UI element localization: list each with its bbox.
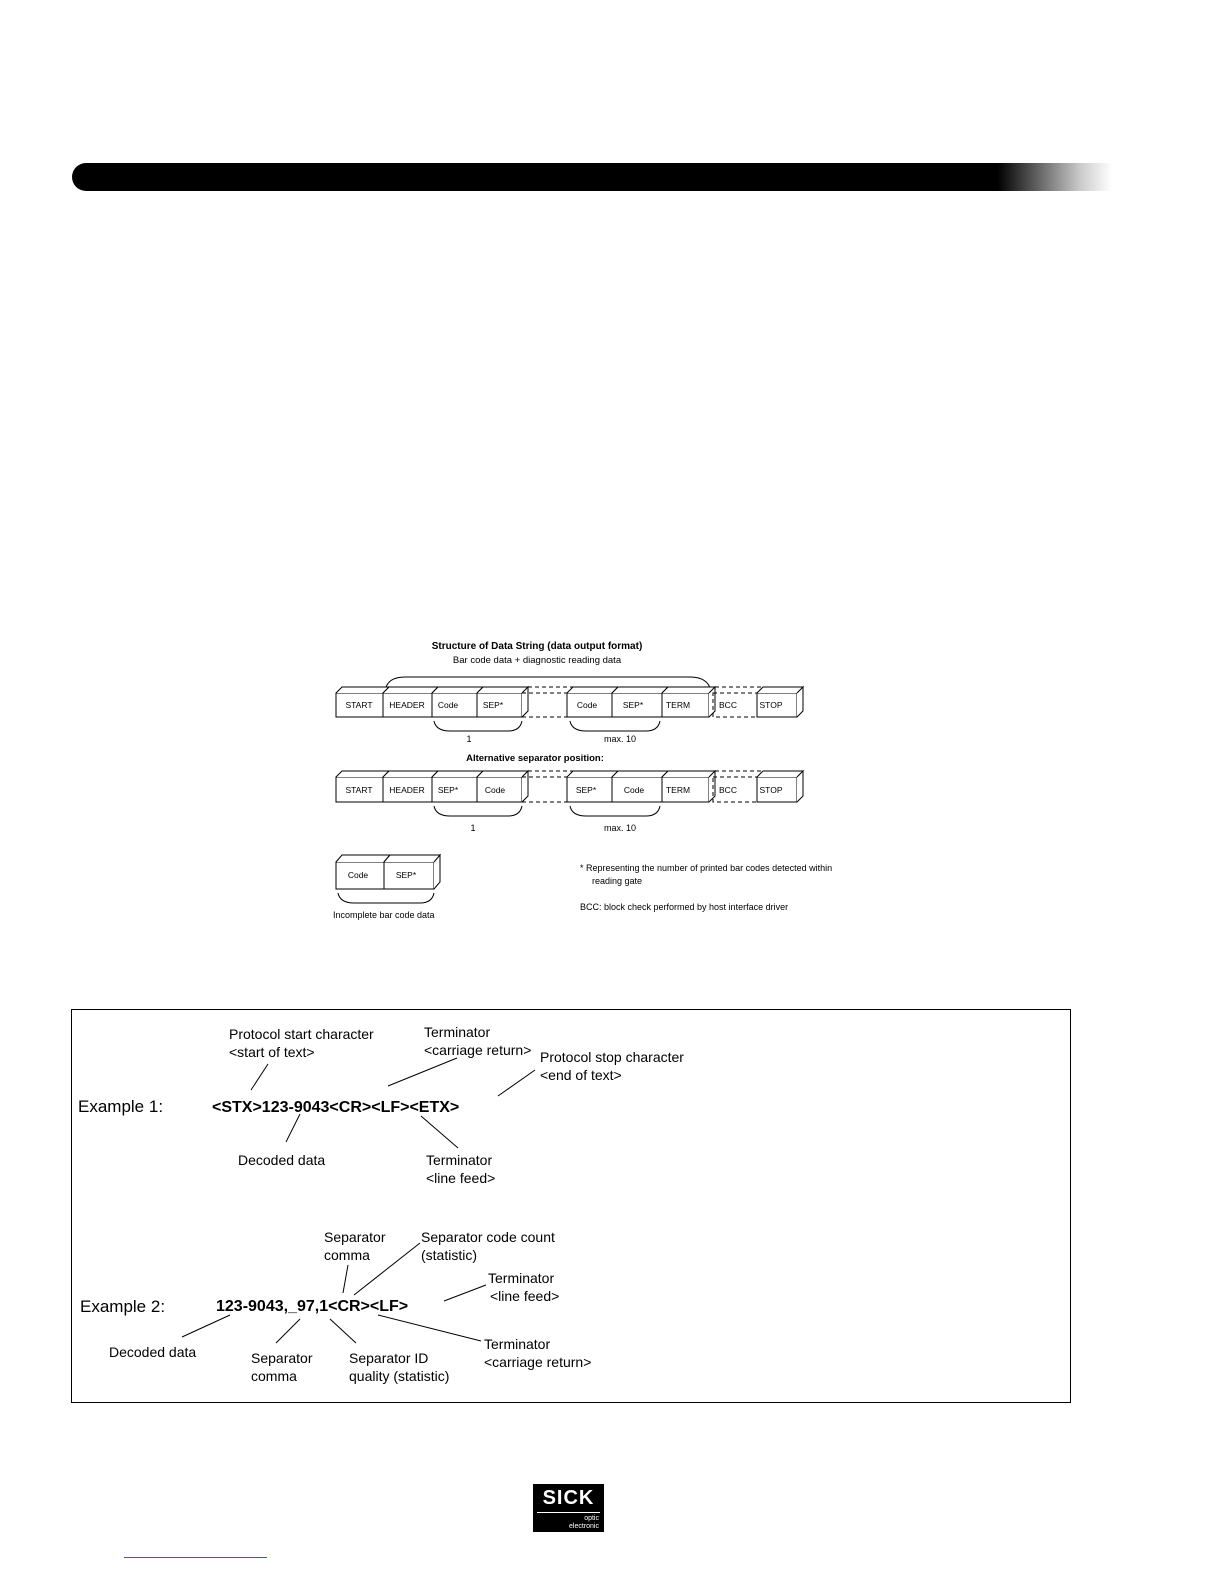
row1-sep-label-last: SEP*	[622, 700, 644, 710]
example1-stop-leader	[498, 1070, 535, 1096]
example1-stop-line2: <end of text>	[540, 1067, 622, 1083]
example1-term-lf-line1: Terminator	[426, 1152, 493, 1168]
example1-diagram	[72, 1010, 1070, 1206]
example2-term-cr-line1: Terminator	[484, 1336, 551, 1352]
example1-term-lf-line2: <line feed>	[426, 1170, 496, 1186]
logo-rule	[537, 1512, 600, 1513]
row1-code-label-last: Code	[576, 700, 598, 710]
row1-code-label: Code	[437, 700, 459, 710]
example2-term-cr-leader	[378, 1315, 481, 1341]
logo-line1: optic	[584, 1515, 599, 1522]
row2-count-last: max. 10	[603, 823, 637, 833]
structure-diagram	[330, 635, 905, 925]
incomplete-label: Incomplete bar code data	[333, 910, 435, 920]
example1-string: <STX>123-9043<CR><LF><ETX>	[212, 1099, 460, 1116]
example1-box	[71, 1009, 1071, 1207]
row1-brace-first	[434, 721, 522, 731]
example1-start-leader	[251, 1064, 268, 1090]
row2-brace-last	[570, 806, 660, 816]
row2-brace-first	[434, 806, 522, 816]
example2-sep-id-line2: quality (statistic)	[349, 1368, 450, 1384]
example1-term-cr-line1: Terminator	[424, 1024, 491, 1040]
example2-sep-comma-top-leader	[343, 1265, 348, 1293]
example2-sep-comma-bot-line2: comma	[251, 1368, 297, 1384]
alt-separator-title: Alternative separator position:	[466, 753, 604, 764]
figure-title: Structure of Data String (data output format)	[431, 641, 643, 652]
sick-logo	[533, 1484, 604, 1532]
data-string-structure-figure	[330, 635, 905, 925]
example1-decoded-label: Decoded data	[238, 1152, 326, 1168]
row1-header-label: HEADER	[389, 700, 425, 710]
example2-sep-id-leader	[330, 1319, 356, 1343]
row2-term-label: TERM	[665, 785, 691, 795]
row2-header-label: HEADER	[389, 785, 425, 795]
row1-start-label: START	[345, 700, 373, 710]
example1-term-cr-leader	[388, 1058, 457, 1086]
example2-term-lf-line1: Terminator	[488, 1270, 555, 1286]
row1-gap-dashes	[522, 687, 573, 717]
example1-term-cr-line2: <carriage return>	[424, 1042, 532, 1058]
note-bcc: BCC: block check performed by host interface driver	[580, 902, 789, 912]
example1-label: Example 1:	[78, 1097, 164, 1116]
example2-label: Example 2:	[80, 1297, 166, 1316]
logo-brand: SICK	[542, 1487, 595, 1509]
example2-sep-comma-top-line1: Separator	[324, 1229, 386, 1245]
example2-diagram	[72, 1205, 1070, 1402]
row2-sep-label-last: SEP*	[575, 785, 597, 795]
row2-code-label-last: Code	[623, 785, 645, 795]
row1-sep-label: SEP*	[482, 700, 504, 710]
row1-brace-last	[570, 721, 660, 731]
section-header-bar	[72, 163, 1112, 191]
incomplete-code-label: Code	[347, 870, 369, 880]
footer-link-underline[interactable]	[124, 1557, 267, 1558]
row2-stop-label: STOP	[759, 785, 783, 795]
example2-term-cr-line2: <carriage return>	[484, 1354, 592, 1370]
example2-sep-count-line1: Separator code count	[421, 1229, 555, 1245]
note-sep-line2: reading gate	[592, 876, 643, 886]
note-sep-line1: * Representing the number of printed bar codes detected within	[580, 863, 833, 873]
example1-start-line1: Protocol start character	[229, 1026, 374, 1042]
row1-stop-label: STOP	[759, 700, 783, 710]
row1-term-label: TERM	[665, 700, 691, 710]
row1-count-last: max. 10	[603, 734, 637, 744]
incomplete-brace	[338, 893, 434, 903]
row2-sep-label: SEP*	[437, 785, 459, 795]
example2-decoded-label: Decoded data	[109, 1344, 197, 1360]
example1-decoded-leader	[286, 1114, 300, 1142]
example2-decoded-leader	[182, 1315, 230, 1337]
row2-start-label: START	[345, 785, 373, 795]
example2-term-lf-line2: <line feed>	[490, 1288, 560, 1304]
example2-term-lf-leader	[444, 1285, 486, 1301]
example2-sep-id-line1: Separator ID	[349, 1350, 429, 1366]
figure-subtitle: Bar code data + diagnostic reading data	[452, 655, 622, 666]
row1-count-first: 1	[466, 734, 472, 744]
example2-string: 123-9043,_97,1<CR><LF>	[216, 1298, 409, 1315]
example2-sep-count-line2: (statistic)	[421, 1247, 477, 1263]
row2-bcc-label: BCC	[719, 785, 737, 795]
example1-stop-line1: Protocol stop character	[540, 1049, 684, 1065]
example2-sep-comma-top-line2: comma	[324, 1247, 370, 1263]
example1-start-line2: <start of text>	[229, 1044, 315, 1060]
row2-code-label: Code	[484, 785, 506, 795]
example1-term-lf-leader	[421, 1116, 458, 1148]
logo-line2: electronic	[569, 1523, 599, 1530]
incomplete-sep-label: SEP*	[395, 870, 417, 880]
example2-box	[71, 1205, 1071, 1403]
example2-sep-comma-bot-line1: Separator	[251, 1350, 313, 1366]
row2-count-first: 1	[470, 823, 476, 833]
row1-bcc-label: BCC	[719, 700, 737, 710]
row2-gap-dashes	[522, 771, 573, 802]
example2-sep-comma-bot-leader	[276, 1319, 300, 1343]
